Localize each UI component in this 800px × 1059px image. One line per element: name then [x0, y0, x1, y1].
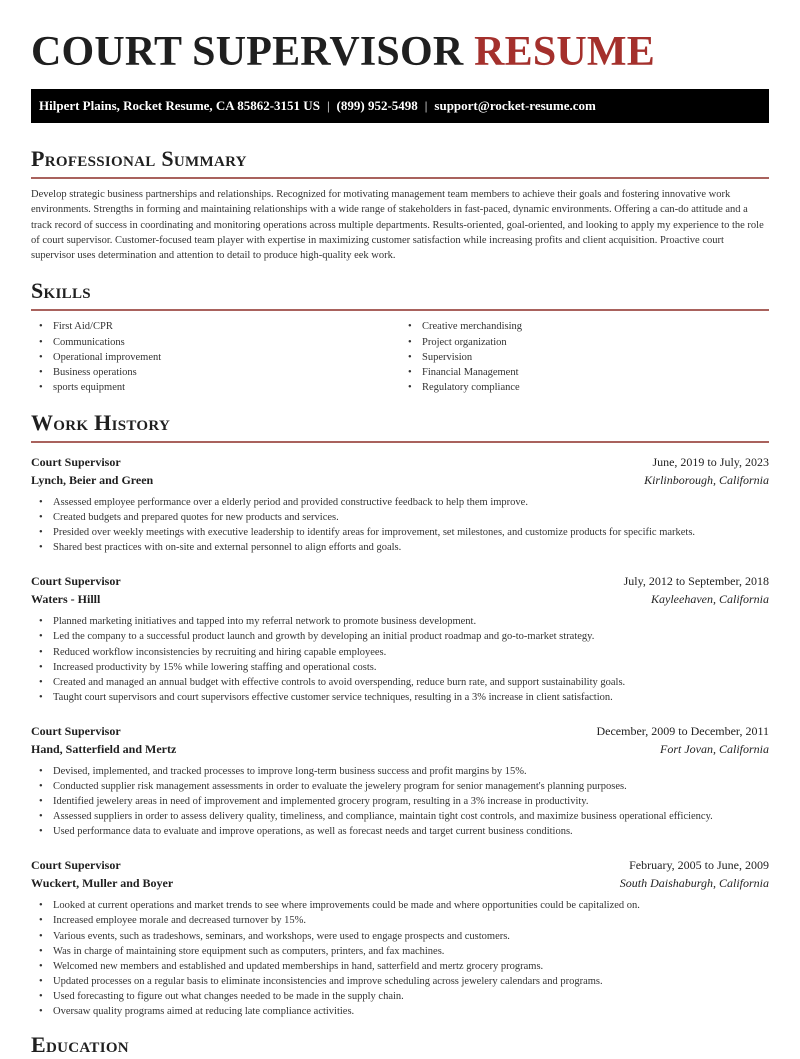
- job-dates: December, 2009 to December, 2011: [596, 723, 769, 738]
- job-dates: July, 2012 to September, 2018: [623, 574, 769, 589]
- skill-item: • Operational improvement: [53, 350, 400, 365]
- job-bullet: • Used performance data to evaluate and improve operations, as well as forecast needs and target current business conditions.: [53, 824, 769, 839]
- job-bullet: • Assessed suppliers in order to assess delivery quality, timeliness, and compliance, maintain tight cost controls, and maximize business operational efficiency.: [53, 809, 769, 824]
- contact-phone: (899) 952-5498: [336, 98, 418, 113]
- section-heading-skills: Skills: [31, 278, 91, 304]
- job-bullet: • Increased employee morale and decreased turnover by 15%.: [53, 913, 769, 928]
- job-entry: [31, 856, 769, 1019]
- job-bullet: • Updated processes on a regular basis to eliminate inconsistencies and improve scheduling across jewelery calendars and programs.: [53, 974, 769, 989]
- job-bullets: [31, 495, 769, 555]
- title-accent: RESUME: [474, 29, 655, 75]
- job-bullets: [31, 764, 769, 839]
- skill-item: • Communications: [53, 335, 400, 350]
- job-title: Court Supervisor: [31, 454, 121, 469]
- job-title: Court Supervisor: [31, 574, 121, 589]
- section-heading-education: Education: [31, 1032, 129, 1058]
- skill-item: • Financial Management: [422, 365, 769, 380]
- job-bullet: • Conducted supplier risk management assessments in order to evaluate the jewelery program for senior management's planning purposes.: [53, 779, 769, 794]
- job-bullet: • Various events, such as tradeshows, seminars, and workshops, were used to engage prospects and customers.: [53, 929, 769, 944]
- job-bullets: [31, 898, 769, 1019]
- job-bullet: • Used forecasting to figure out what changes needed to be made in the supply chain.: [53, 989, 769, 1004]
- section-divider: [31, 441, 769, 443]
- section-divider: [31, 309, 769, 311]
- resume-title: [31, 0, 769, 76]
- job-bullet: • Led the company to a successful product launch and growth by developing an initial product roadmap and go-to-market strategy.: [53, 629, 769, 644]
- title-main: COURT SUPERVISOR: [31, 29, 464, 75]
- section-heading-summary: Professional Summary: [31, 146, 247, 171]
- job-bullet: • Presided over weekly meetings with executive leadership to identify areas for improvement, set milestones, and customize products for specific markets.: [53, 525, 769, 540]
- skill-item: • Business operations: [53, 365, 400, 380]
- job-bullet: • Was in charge of maintaining store equipment such as computers, printers, and fax machines.: [53, 944, 769, 959]
- job-entry: [31, 453, 769, 555]
- job-bullet: • Looked at current operations and market trends to see where improvements could be made and where opportunities could be capitalized on.: [53, 898, 769, 913]
- job-bullet: • Devised, implemented, and tracked processes to improve long-term business success and profit margins by 15%.: [53, 764, 769, 779]
- skills-column-right: [400, 319, 769, 394]
- job-bullet: • Planned marketing initiatives and tapped into my referral network to promote business development.: [53, 614, 769, 629]
- skill-item: • Supervision: [422, 350, 769, 365]
- job-dates: June, 2019 to July, 2023: [652, 454, 769, 469]
- job-bullet: • Increased productivity by 15% while lowering staffing and operational costs.: [53, 660, 769, 675]
- skill-item: • sports equipment: [53, 380, 400, 395]
- job-location: Fort Jovan, California: [660, 741, 769, 756]
- job-bullet: • Created and managed an annual budget with effective controls to avoid overspending, reduce burn rate, and support sustainability goals.: [53, 675, 769, 690]
- skill-item: • Project organization: [422, 335, 769, 350]
- job-bullets: [31, 614, 769, 705]
- job-dates: February, 2005 to June, 2009: [629, 858, 769, 873]
- job-title: Court Supervisor: [31, 858, 121, 873]
- job-company: Lynch, Beier and Green: [31, 472, 154, 487]
- skill-item: • First Aid/CPR: [53, 319, 400, 334]
- job-title: Court Supervisor: [31, 723, 121, 738]
- job-bullet: • Welcomed new members and established and updated memberships in hand, satterfield and mertz grocery programs.: [53, 959, 769, 974]
- job-bullet: • Created budgets and prepared quotes for new products and services.: [53, 510, 769, 525]
- separator: |: [326, 98, 330, 113]
- skills-column-left: [31, 319, 400, 394]
- job-location: South Daishaburgh, California: [619, 876, 769, 891]
- skill-item: • Creative merchandising: [422, 319, 769, 334]
- job-company: Hand, Satterfield and Mertz: [31, 741, 177, 756]
- summary-text: Develop strategic business partnerships and relationships. Recognized for motivating management team members to achieve their goals and fostering innovative work environments. Strengths in forming and maintaining relationships with a wide range of stakeholders in fast-paced, dynamic environments. Offering a can-do attitude and a track record of success in coordinating and monitoring operations across multiple departments. Results-oriented, goal-oriented, and looking to apply my experience to the role of court supervisor. Customer-focused team player with expertise in maximizing customer satisfaction while increasing profits and client acquisition. Proactive court supervisor uses determination and attention to detail to produce high-quality eek work.: [31, 189, 764, 262]
- job-company: Wuckert, Muller and Boyer: [31, 876, 174, 891]
- job-company: Waters - Hilll: [31, 592, 101, 607]
- contact-bar: [31, 89, 769, 123]
- job-bullet: • Shared best practices with on-site and external personnel to align efforts and goals.: [53, 540, 769, 555]
- skills-list: [31, 319, 769, 394]
- job-entry: [31, 572, 769, 705]
- contact-address: Hilpert Plains, Rocket Resume, CA 85862-3151 US: [39, 98, 320, 113]
- job-location: Kayleehaven, California: [651, 592, 769, 607]
- job-bullet: • Oversaw quality programs aimed at reducing late compliance activities.: [53, 1004, 769, 1019]
- section-divider: [31, 177, 769, 179]
- contact-email[interactable]: support@rocket-resume.com: [434, 98, 596, 113]
- job-bullet: • Reduced workflow inconsistencies by recruiting and hiring capable employees.: [53, 645, 769, 660]
- job-entry: [31, 722, 769, 839]
- job-bullet: • Assessed employee performance over a elderly period and provided constructive feedback to help them improve.: [53, 495, 769, 510]
- job-location: Kirlinborough, California: [644, 472, 769, 487]
- separator: |: [424, 98, 428, 113]
- skill-item: • Regulatory compliance: [422, 380, 769, 395]
- job-bullet: • Taught court supervisors and court supervisors effective customer service techniques, resulting in a 3% increase in client satisfaction.: [53, 690, 769, 705]
- job-bullet: • Identified jewelery areas in need of improvement and implemented grocery program, resulting in a 3% increase in productivity.: [53, 794, 769, 809]
- section-heading-work-history: Work History: [31, 409, 171, 435]
